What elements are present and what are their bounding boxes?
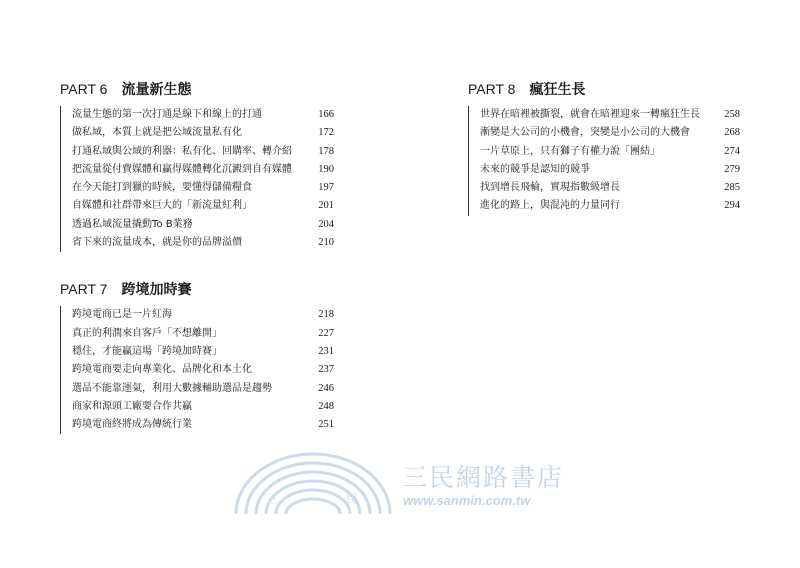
toc-entry[interactable] — [72, 343, 334, 361]
toc-entries — [60, 106, 334, 252]
entry-page: 201 — [318, 200, 334, 212]
part-8-section — [468, 78, 740, 216]
sanmin-logo-icon — [228, 452, 398, 518]
toc-entry[interactable] — [72, 380, 334, 398]
toc-entry[interactable] — [72, 234, 334, 252]
part-title: 瘋狂生長 — [529, 82, 586, 98]
part-heading — [468, 78, 740, 100]
entry-title: 選品不能靠運氣，利用大數據輔助選品是趨勢 — [72, 382, 272, 394]
part-heading — [60, 278, 334, 300]
entry-title: 漸變是大公司的小機會，突變是小公司的大機會 — [480, 127, 690, 139]
entry-page: 285 — [724, 182, 740, 194]
toc-entry[interactable] — [72, 124, 334, 142]
entry-title: 商家和源頭工廠要合作共贏 — [72, 400, 192, 412]
watermark-name: 三民網路書店 — [402, 463, 565, 492]
toc-entry[interactable] — [72, 325, 334, 343]
entry-title: 找到增長飛輪，實現指數級增長 — [480, 182, 620, 194]
entry-title: 在今天能打到獵的時候，要懂得儲備糧食 — [72, 182, 252, 194]
entry-title: 省下來的流量成本，就是你的品牌溢價 — [72, 237, 242, 249]
part-6-section — [60, 78, 334, 252]
toc-entry[interactable] — [72, 143, 334, 161]
toc-entries — [60, 306, 334, 434]
entry-title: 跨境電商已是一片紅海 — [72, 309, 172, 321]
part-title: 流量新生態 — [121, 82, 192, 98]
part-title: 跨境加時賽 — [121, 282, 192, 299]
watermark-url: www.sanmin.com.tw — [403, 493, 531, 508]
part-heading — [60, 78, 334, 100]
entry-page: 268 — [724, 127, 740, 139]
entry-title: 打通私域與公域的利器：私有化、回購率、轉介紹 — [72, 145, 292, 157]
entry-title: 世界在暗裡被撕裂，就會在暗裡迎來一轉瘋狂生長 — [480, 109, 700, 120]
entry-page: 258 — [724, 109, 740, 120]
entry-page: 246 — [318, 382, 334, 394]
toc-entry[interactable] — [72, 416, 334, 434]
entry-page: 210 — [318, 237, 334, 249]
entry-page: 166 — [318, 109, 334, 120]
entry-page: 218 — [318, 309, 334, 321]
entry-page: 197 — [318, 182, 334, 194]
toc-entry[interactable] — [72, 398, 334, 416]
toc-entry[interactable] — [480, 197, 740, 215]
toc-entry[interactable] — [480, 124, 740, 142]
entry-page: 251 — [318, 419, 334, 431]
entry-title: 透過私域流量撬動To B業務 — [72, 218, 193, 230]
entry-page: 279 — [724, 163, 740, 175]
entry-title: 未來的競爭是認知的競爭 — [480, 163, 590, 175]
entry-title: 把流量從付費媒體和贏得媒體轉化沉澱到自有媒體 — [72, 163, 292, 175]
toc-right-column — [468, 78, 740, 242]
entry-title: 跨境電商終將成為傳統行業 — [72, 419, 192, 431]
part-7-section — [60, 278, 334, 434]
toc-entry[interactable] — [72, 106, 334, 124]
watermark-badge-left: 三 — [266, 492, 279, 506]
entry-page: 294 — [724, 200, 740, 212]
entry-title: 真正的利潤來自客戶「不想離開」 — [72, 327, 222, 339]
toc-left-column — [60, 78, 334, 460]
entry-page: 227 — [318, 327, 334, 339]
toc-entry[interactable] — [72, 197, 334, 215]
entry-title: 流量生態的第一次打通是線下和線上的打通 — [72, 109, 262, 120]
entry-page: 274 — [724, 145, 740, 157]
entry-page: 172 — [318, 127, 334, 139]
toc-entry[interactable] — [480, 161, 740, 179]
part-number: PART 7 — [60, 281, 108, 298]
entry-page: 204 — [318, 218, 334, 230]
toc-entry[interactable] — [72, 216, 334, 234]
entry-title: 穩住，才能贏這場「跨境加時賽」 — [72, 345, 222, 357]
entry-page: 178 — [318, 145, 334, 157]
entry-page: 248 — [318, 400, 334, 412]
toc-entry[interactable] — [72, 179, 334, 197]
watermark-badge-right: 民 — [346, 492, 359, 506]
toc-entries — [468, 106, 740, 216]
entry-title: 自媒體和社群帶來巨大的「新流量紅利」 — [72, 200, 252, 212]
entry-title: 一片草原上，只有獅子有權力說「團結」 — [480, 145, 660, 157]
part-number: PART 6 — [60, 81, 108, 97]
sanmin-watermark — [228, 452, 590, 522]
entry-title: 進化的路上，與混沌的力量同行 — [480, 200, 620, 212]
part-number: PART 8 — [468, 81, 516, 97]
toc-entry[interactable] — [480, 179, 740, 197]
entry-page: 231 — [318, 345, 334, 357]
entry-page: 190 — [318, 163, 334, 175]
toc-entry[interactable] — [480, 143, 740, 161]
toc-entry[interactable] — [480, 106, 740, 124]
entry-title: 跨境電商要走向專業化、品牌化和本土化 — [72, 364, 252, 376]
entry-page: 237 — [318, 364, 334, 376]
entry-title: 做私域，本質上就是把公域流量私有化 — [72, 127, 242, 139]
toc-entry[interactable] — [72, 361, 334, 379]
toc-entry[interactable] — [72, 306, 334, 324]
toc-entry[interactable] — [72, 161, 334, 179]
